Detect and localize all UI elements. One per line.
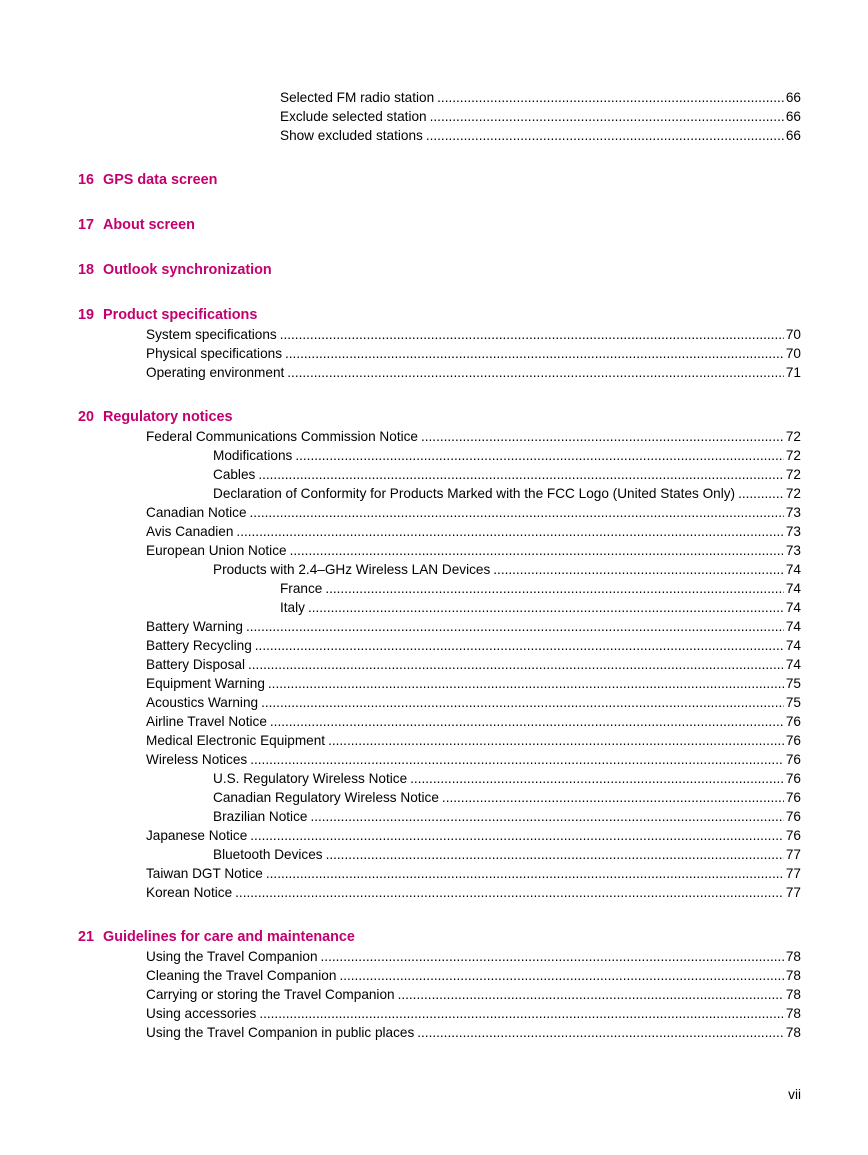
toc-entry-page: 78 (785, 987, 801, 1002)
toc-entry-page: 71 (785, 365, 801, 380)
toc-entry-page: 74 (785, 600, 801, 615)
toc-entry[interactable] (146, 522, 801, 541)
toc-entry-page: 78 (785, 949, 801, 964)
toc-entry-page: 66 (785, 128, 801, 143)
dot-leader (261, 693, 784, 712)
dot-leader (266, 864, 784, 883)
toc-entry-page: 72 (785, 429, 801, 444)
dot-leader (328, 731, 784, 750)
toc-entry[interactable] (146, 674, 801, 693)
dot-leader (493, 560, 784, 579)
toc-entry-page: 70 (785, 346, 801, 361)
dot-leader (426, 126, 784, 145)
toc-entry-page: 77 (785, 866, 801, 881)
toc-entry-page: 72 (785, 486, 801, 501)
toc-entry-page: 75 (785, 695, 801, 710)
dot-leader (421, 427, 784, 446)
toc-entry-title: System specifications (146, 327, 277, 342)
toc-entry-page: 76 (785, 714, 801, 729)
toc-entry[interactable] (280, 598, 801, 617)
toc-entry[interactable] (146, 864, 801, 883)
toc-entry-page: 76 (785, 809, 801, 824)
chapter-heading[interactable] (78, 928, 355, 947)
chapter-number: 17 (78, 217, 95, 233)
toc-entry[interactable] (213, 465, 801, 484)
dot-leader (250, 503, 784, 522)
toc-entry-title: Products with 2.4–GHz Wireless LAN Devices (213, 562, 491, 577)
dot-leader (236, 522, 783, 541)
toc-entry[interactable] (146, 541, 801, 560)
toc-entry-title: Wireless Notices (146, 752, 248, 767)
toc-entry[interactable] (146, 826, 801, 845)
toc-entry-title: European Union Notice (146, 543, 287, 558)
toc-entry-page: 74 (785, 638, 801, 653)
toc-entry-page: 74 (785, 619, 801, 634)
toc-entry[interactable] (146, 344, 801, 363)
chapter-number: 21 (78, 929, 95, 945)
toc-entry[interactable] (146, 427, 801, 446)
toc-entry-title: Airline Travel Notice (146, 714, 267, 729)
toc-entry-page: 77 (785, 885, 801, 900)
chapter-heading[interactable] (78, 261, 272, 280)
toc-entry[interactable] (213, 788, 801, 807)
toc-entry[interactable] (146, 1004, 801, 1023)
toc-entry[interactable] (146, 883, 801, 902)
toc-entry-title: Medical Electronic Equipment (146, 733, 326, 748)
toc-entry[interactable] (146, 966, 801, 985)
dot-leader (321, 947, 784, 966)
dot-leader (417, 1023, 784, 1042)
toc-entry-title: Using accessories (146, 1006, 257, 1021)
dot-leader (310, 807, 783, 826)
toc-entry-page: 76 (785, 828, 801, 843)
toc-entry-page: 66 (785, 90, 801, 105)
toc-entry-page: 76 (785, 733, 801, 748)
toc-entry[interactable] (146, 636, 801, 655)
chapter-heading[interactable] (78, 171, 217, 190)
toc-entry[interactable] (280, 88, 801, 107)
chapter-title: Guidelines for care and maintenance (103, 929, 355, 945)
toc-entry[interactable] (213, 446, 801, 465)
toc-entry[interactable] (280, 126, 801, 145)
toc-entry-title: Avis Canadien (146, 524, 234, 539)
dot-leader (339, 966, 783, 985)
dot-leader (398, 985, 784, 1004)
toc-entry-title: U.S. Regulatory Wireless Notice (213, 771, 408, 786)
toc-entry-title: Selected FM radio station (280, 90, 435, 105)
chapter-title: GPS data screen (103, 172, 218, 188)
toc-entry[interactable] (146, 750, 801, 769)
toc-entry-title: Modifications (213, 448, 293, 463)
dot-leader (268, 674, 784, 693)
toc-entry-page: 76 (785, 790, 801, 805)
dot-leader (248, 655, 784, 674)
toc-entry[interactable] (146, 1023, 801, 1042)
chapter-heading[interactable] (78, 216, 195, 235)
toc-entry-title: Taiwan DGT Notice (146, 866, 263, 881)
dot-leader (437, 88, 784, 107)
toc-entry-page: 75 (785, 676, 801, 691)
toc-entry-page: 78 (785, 1006, 801, 1021)
dot-leader (290, 541, 784, 560)
toc-entry-page: 73 (785, 543, 801, 558)
toc-entry[interactable] (213, 807, 801, 826)
chapter-number: 20 (78, 409, 95, 425)
toc-entry-page: 72 (785, 467, 801, 482)
chapter-number: 18 (78, 262, 95, 278)
toc-entry-title: Cables (213, 467, 256, 482)
toc-entry[interactable] (213, 769, 801, 788)
toc-entry-page: 74 (785, 657, 801, 672)
toc-entry[interactable] (146, 617, 801, 636)
dot-leader (270, 712, 784, 731)
chapter-title: About screen (103, 217, 195, 233)
dot-leader (326, 845, 784, 864)
toc-entry-title: Declaration of Conformity for Products Marked with the FCC Logo (United States Only) (213, 486, 736, 501)
toc-entry-title: Show excluded stations (280, 128, 423, 143)
toc-entry[interactable] (280, 579, 801, 598)
toc-entry-page: 76 (785, 771, 801, 786)
chapter-title: Regulatory notices (103, 409, 233, 425)
toc-entry-title: Equipment Warning (146, 676, 265, 691)
toc-entry-title: Exclude selected station (280, 109, 427, 124)
toc-entry[interactable] (146, 655, 801, 674)
dot-leader (235, 883, 784, 902)
toc-entry-title: Battery Warning (146, 619, 243, 634)
toc-entry[interactable] (146, 363, 801, 382)
chapter-title: Outlook synchronization (103, 262, 272, 278)
toc-entry-title: Using the Travel Companion (146, 949, 318, 964)
dot-leader (738, 484, 784, 503)
toc-entry-title: Cleaning the Travel Companion (146, 968, 337, 983)
toc-entry-title: Battery Disposal (146, 657, 245, 672)
toc-entry[interactable] (146, 731, 801, 750)
toc-entry-title: Bluetooth Devices (213, 847, 323, 862)
toc-entry-page: 73 (785, 524, 801, 539)
toc-entry-title: Battery Recycling (146, 638, 252, 653)
dot-leader (295, 446, 784, 465)
toc-entry-title: France (280, 581, 323, 596)
dot-leader (410, 769, 784, 788)
toc-entry-title: Brazilian Notice (213, 809, 308, 824)
dot-leader (250, 826, 784, 845)
toc-entry-page: 72 (785, 448, 801, 463)
dot-leader (308, 598, 784, 617)
toc-entry-page: 70 (785, 327, 801, 342)
toc-entry-page: 74 (785, 581, 801, 596)
toc-entry-title: Carrying or storing the Travel Companion (146, 987, 395, 1002)
dot-leader (250, 750, 784, 769)
dot-leader (259, 1004, 784, 1023)
toc-entry-title: Canadian Notice (146, 505, 247, 520)
toc-entry-page: 74 (785, 562, 801, 577)
dot-leader (325, 579, 784, 598)
toc-entry[interactable] (146, 325, 801, 344)
toc-entry-title: Federal Communications Commission Notice (146, 429, 418, 444)
toc-entry-page: 78 (785, 1025, 801, 1040)
toc-entry-page: 76 (785, 752, 801, 767)
page-number: vii (788, 1087, 801, 1102)
toc-entry[interactable] (146, 947, 801, 966)
toc-entry-page: 66 (785, 109, 801, 124)
dot-leader (430, 107, 784, 126)
toc-entry[interactable] (213, 484, 801, 503)
chapter-heading[interactable] (78, 306, 257, 325)
toc-entry[interactable] (146, 985, 801, 1004)
dot-leader (255, 636, 784, 655)
toc-entry-title: Italy (280, 600, 305, 615)
toc-entry[interactable] (146, 712, 801, 731)
toc-entry-title: Canadian Regulatory Wireless Notice (213, 790, 439, 805)
dot-leader (258, 465, 784, 484)
toc-entry[interactable] (280, 107, 801, 126)
dot-leader (280, 325, 784, 344)
toc-entry-title: Physical specifications (146, 346, 282, 361)
dot-leader (285, 344, 784, 363)
toc-entry-page: 77 (785, 847, 801, 862)
toc-entry[interactable] (146, 693, 801, 712)
chapter-title: Product specifications (103, 307, 258, 323)
chapter-number: 19 (78, 307, 95, 323)
toc-entry[interactable] (146, 503, 801, 522)
toc-entry-title: Japanese Notice (146, 828, 248, 843)
toc-entry-title: Acoustics Warning (146, 695, 259, 710)
toc-entry[interactable] (213, 560, 801, 579)
dot-leader (287, 363, 784, 382)
chapter-heading[interactable] (78, 408, 233, 427)
toc-entry-page: 78 (785, 968, 801, 983)
toc-entry-title: Operating environment (146, 365, 285, 380)
toc-entry-title: Using the Travel Companion in public places (146, 1025, 415, 1040)
dot-leader (246, 617, 784, 636)
toc-entry-title: Korean Notice (146, 885, 233, 900)
dot-leader (442, 788, 784, 807)
toc-entry[interactable] (213, 845, 801, 864)
toc-entry-page: 73 (785, 505, 801, 520)
chapter-number: 16 (78, 172, 95, 188)
